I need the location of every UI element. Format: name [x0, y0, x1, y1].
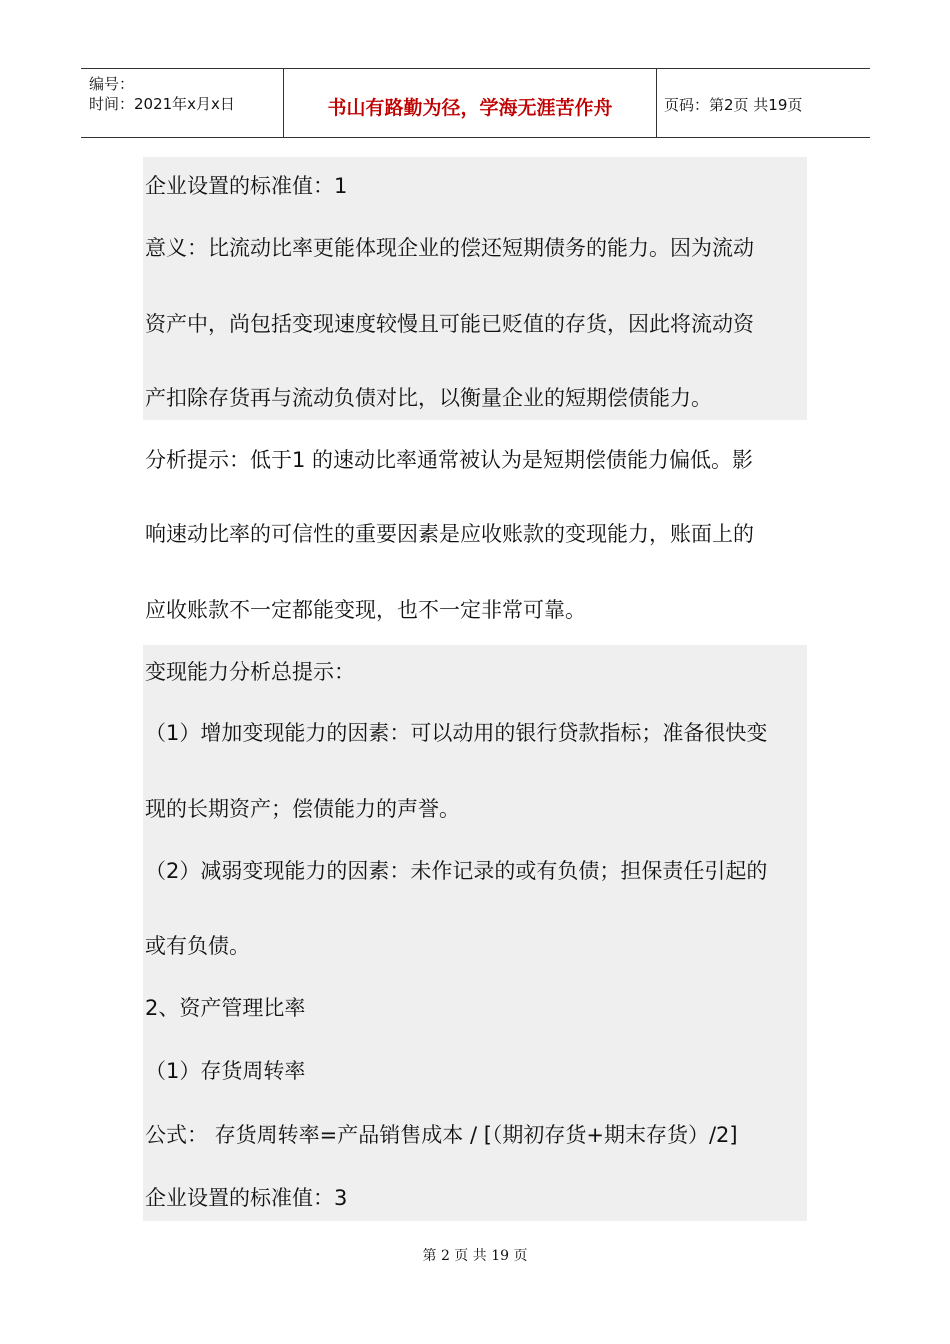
header-meta-cell: [81, 69, 283, 137]
text-line: （1）增加变现能力的因素：可以动用的银行贷款指标；准备很快变: [145, 721, 768, 745]
text-line: 企业设置的标准值：3: [145, 1186, 348, 1210]
time-label: 时间：2021年x月x日: [89, 95, 235, 113]
text-line: 响速动比率的可信性的重要因素是应收账款的变现能力，账面上的: [145, 522, 754, 546]
page-header: [81, 68, 870, 138]
page-footer: 第 2 页 共 19 页: [422, 1248, 528, 1264]
text-line: （1）存货周转率: [145, 1059, 306, 1083]
text-line: 变现能力分析总提示：: [145, 660, 355, 684]
text-line: 分析提示：低于1 的速动比率通常被认为是短期偿债能力偏低。影: [145, 448, 754, 472]
number-label: 编号：: [89, 75, 135, 93]
text-line: 现的长期资产；偿债能力的声誉。: [145, 797, 460, 821]
text-line: 产扣除存货再与流动负债对比，以衡量企业的短期偿债能力。: [145, 386, 712, 410]
motto: 书山有路勤为径，学海无涯苦作舟: [327, 97, 613, 119]
text-line: 公式： 存货周转率=产品销售成本 / [（期初存货+期末存货）/2]: [145, 1123, 738, 1147]
text-line: 应收账款不一定都能变现，也不一定非常可靠。: [145, 598, 586, 622]
text-line: 意义：比流动比率更能体现企业的偿还短期债务的能力。因为流动: [145, 236, 754, 260]
header-motto-cell: [283, 69, 657, 137]
text-line: 企业设置的标准值：1: [145, 174, 348, 198]
text-line: 资产中，尚包括变现速度较慢且可能已贬值的存货，因此将流动资: [145, 312, 754, 336]
text-line: （2）减弱变现能力的因素：未作记录的或有负债；担保责任引起的: [145, 859, 768, 883]
text-line: 2、资产管理比率: [145, 996, 306, 1020]
text-line: 或有负债。: [145, 934, 250, 958]
page-info: 页码：第2页 共19页: [664, 96, 803, 114]
header-page-cell: [656, 69, 870, 137]
